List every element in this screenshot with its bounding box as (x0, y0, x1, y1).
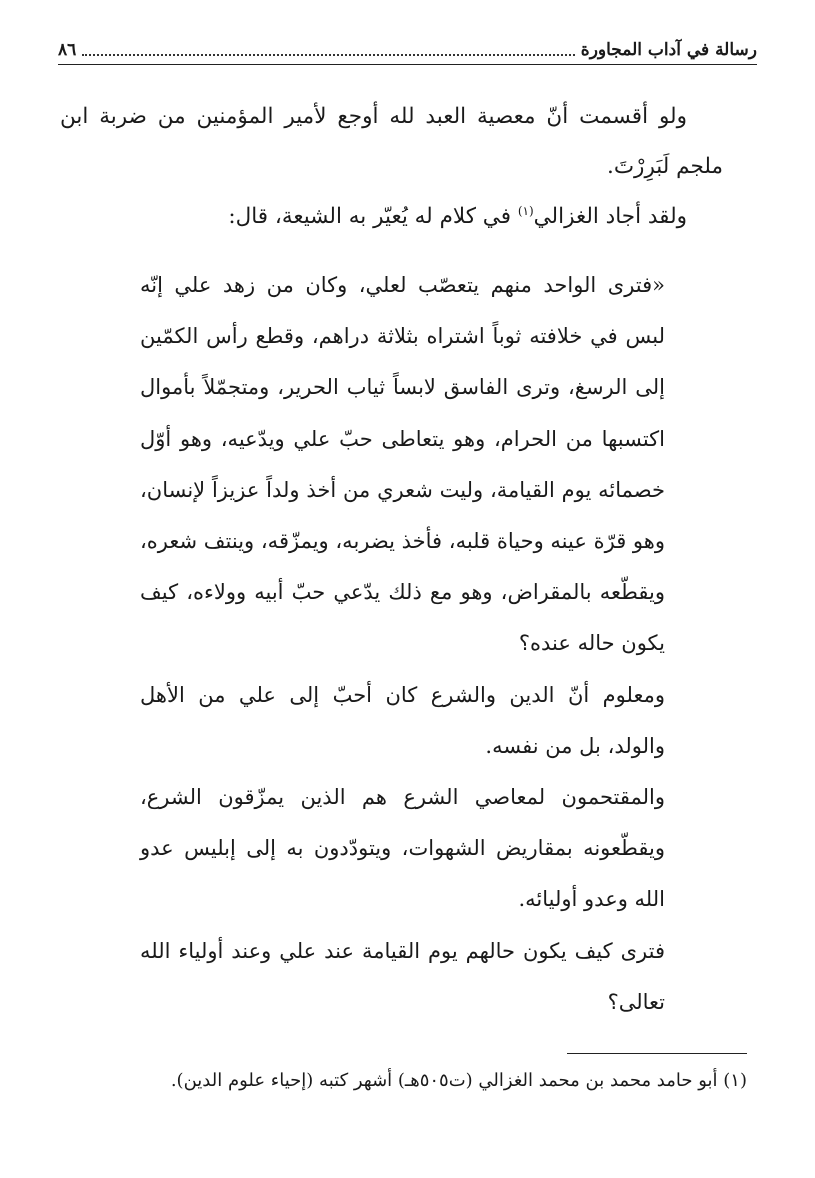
running-title: رسالة في آداب المجاورة (580, 40, 757, 60)
footnote-divider (567, 1053, 747, 1054)
page-number: ٨٦ (58, 40, 77, 60)
quote-paragraph: ومعلوم أنّ الدين والشرع كان أحبّ إلى علي من الأهل والولد، بل من نفسه. (140, 682, 665, 758)
quote-paragraph: «فترى الواحد منهم يتعصّب لعلي، وكان من زهد علي إنّه لبس في خلافته ثوباً اشتراه بثلاثة دراهم، وقطع رأس الكمّين إلى الرسغ، وترى الفاسق لابساً ثياب الحرير، ومتجمّلاً بأموال اكتسبها من الحرام، وهو يتعاطى حبّ علي ويدّعيه، وهو أوّل خصمائه يوم القيامة، وليت شعري من أخذ ولداً عزيزاً لإنسان، وهو قرّة عينه وحياة قلبه، فأخذ يضربه، ويمزّقه، وينتف شعره، ويقطّعه بالمقراض، وهو مع ذلك يدّعي حبّ أبيه وولاءه، كيف يكون حاله عنده؟ (140, 273, 665, 656)
intro-paragraph-quote-lead (60, 192, 723, 242)
footnote: (١) أبو حامد محمد بن محمد الغزالي (ت٥٠٥هـ) أشهر كتبه (إحياء علوم الدين). (170, 1070, 747, 1091)
block-quote (140, 260, 665, 1028)
quote-paragraph: فترى كيف يكون حالهم يوم القيامة عند علي وعند أولياء الله تعالى؟ (140, 938, 665, 1014)
intro-lead-text-end: في كلام له يُعيّر به الشيعة، قال: (228, 204, 518, 229)
quote-paragraph: والمقتحمون لمعاصي الشرع هم الذين يمزّقون الشرع، ويقطّعونه بمقاريض الشهوات، ويتودّدون به إلى إبليس عدو الله وعدو أوليائه. (140, 785, 665, 912)
leader-dots (82, 53, 575, 56)
intro-text (60, 92, 723, 242)
intro-lead-text: ولقد أجاد الغزالي (533, 204, 687, 229)
footnote-marker[interactable]: (١) (517, 203, 534, 218)
intro-paragraph: ولو أقسمت أنّ معصية العبد لله أوجع لأمير المؤمنين من ضربة ابن ملجم لَبَرِرْتَ. (60, 104, 723, 179)
running-header (58, 32, 757, 65)
